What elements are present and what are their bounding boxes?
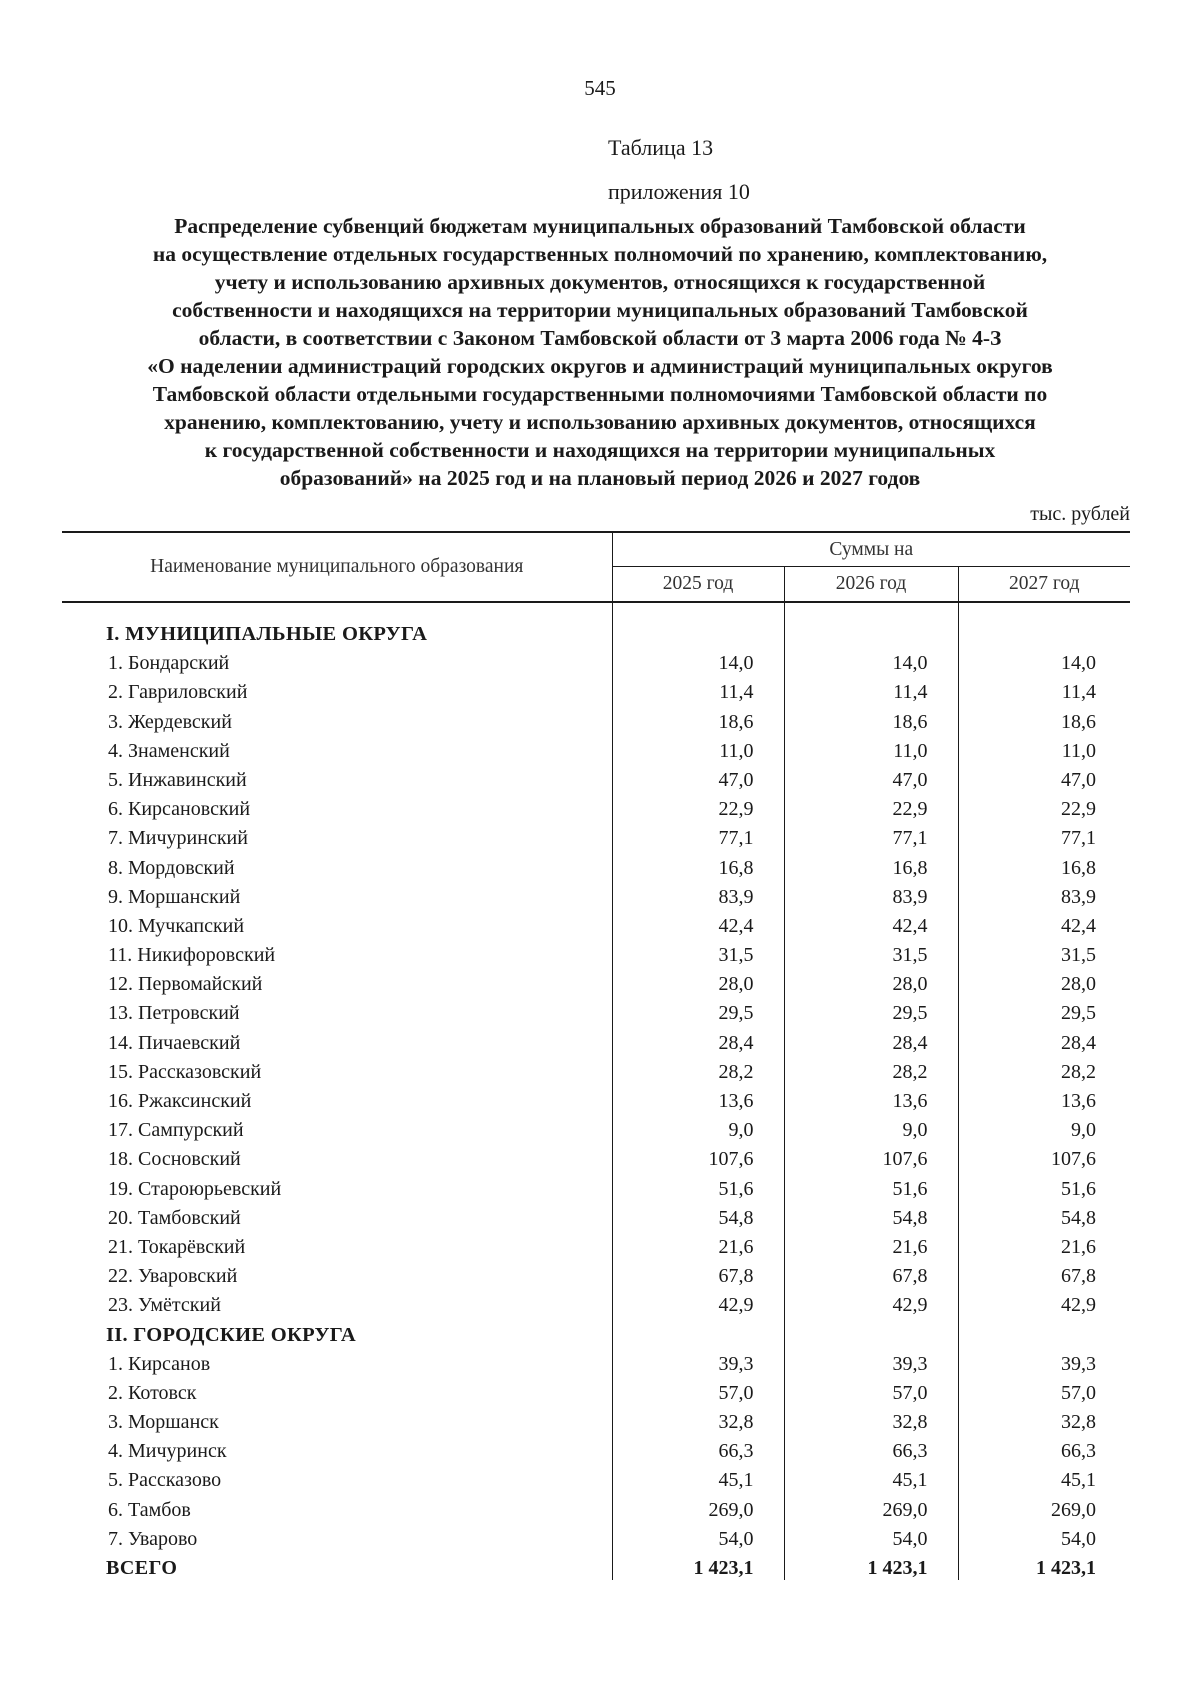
amount-2025: 11,4 bbox=[612, 675, 784, 704]
amount-2026 bbox=[784, 1317, 958, 1346]
municipality-name: 15. Рассказовский bbox=[62, 1055, 612, 1084]
municipality-name: 23. Умётский bbox=[62, 1288, 612, 1317]
amount-2026: 83,9 bbox=[784, 880, 958, 909]
municipality-name: 6. Тамбов bbox=[62, 1492, 612, 1521]
amount-2027: 107,6 bbox=[1051, 1148, 1097, 1171]
municipality-name: 7. Уварово bbox=[62, 1522, 612, 1551]
header-sums: Суммы на bbox=[829, 538, 914, 560]
heading-line: на осуществление отдельных государственных полномочий по хранению, комплектованию, bbox=[152, 242, 1048, 266]
municipality-name: 18. Сосновский bbox=[62, 1142, 612, 1171]
amount-2027: 9,0 bbox=[1071, 1119, 1097, 1142]
amount-2026: 66,3 bbox=[784, 1434, 958, 1463]
heading-line: «О наделении администраций городских округов и администраций муниципальных округов bbox=[147, 354, 1053, 378]
amount-2027: 31,5 bbox=[1061, 944, 1097, 967]
municipality-name: 4. Мичуринск bbox=[62, 1434, 612, 1463]
amount-2025 bbox=[612, 602, 784, 646]
municipality-name: 9. Моршанский bbox=[62, 880, 612, 909]
amount-2027: 13,6 bbox=[1061, 1090, 1097, 1112]
municipality-name: 14. Пичаевский bbox=[62, 1025, 612, 1054]
amount-2025: 31,5 bbox=[612, 938, 784, 967]
heading-line: хранению, комплектованию, учету и использованию архивных документов, относящихся bbox=[164, 410, 1036, 434]
amount-2026: 31,5 bbox=[784, 938, 958, 967]
heading-line: учету и использованию архивных документов, относящихся к государственной bbox=[214, 270, 986, 294]
page-number: 545 bbox=[584, 76, 616, 100]
municipality-name: 16. Ржаксинский bbox=[62, 1084, 612, 1113]
municipality-name: ВСЕГО bbox=[62, 1551, 612, 1580]
municipality-name: 3. Жердевский bbox=[62, 704, 612, 733]
amount-2026: 107,6 bbox=[784, 1142, 958, 1171]
amount-2027: 1 423,1 bbox=[1036, 1557, 1097, 1579]
table-row bbox=[62, 1522, 1130, 1551]
amount-2025: 107,6 bbox=[612, 1142, 784, 1171]
municipality-name: 17. Сампурский bbox=[62, 1113, 612, 1142]
heading-line: Тамбовской области отдельными государственными полномочиями Тамбовской области по bbox=[152, 382, 1048, 406]
amount-2025: 29,5 bbox=[612, 996, 784, 1025]
amount-2027: 42,4 bbox=[1061, 914, 1097, 937]
amount-2026: 9,0 bbox=[784, 1113, 958, 1142]
total-row bbox=[62, 1551, 1130, 1580]
table-row bbox=[62, 734, 1130, 763]
municipality-name: 10. Мучкапский bbox=[62, 909, 612, 938]
table-row bbox=[62, 909, 1130, 938]
amount-2025: 14,0 bbox=[612, 646, 784, 675]
amount-2025: 67,8 bbox=[612, 1259, 784, 1288]
municipality-name: 21. Токарёвский bbox=[62, 1230, 612, 1259]
amount-2025: 22,9 bbox=[612, 792, 784, 821]
table-row bbox=[62, 1084, 1130, 1113]
amount-2027: 42,9 bbox=[1061, 1294, 1097, 1317]
table-row bbox=[62, 1492, 1130, 1521]
header-year-2026: 2026 год bbox=[784, 567, 958, 603]
amount-2027: 54,8 bbox=[1061, 1206, 1097, 1229]
amount-2025: 18,6 bbox=[612, 704, 784, 733]
table-row bbox=[62, 821, 1130, 850]
table-body bbox=[62, 602, 1130, 1580]
amount-2025: 11,0 bbox=[612, 734, 784, 763]
amount-2025: 83,9 bbox=[612, 880, 784, 909]
amount-2027: 11,0 bbox=[1061, 739, 1097, 762]
amount-2027: 14,0 bbox=[1061, 652, 1097, 675]
amount-2027: 16,8 bbox=[1061, 856, 1097, 879]
heading-line: образований» на 2025 год и на плановый период 2026 и 2027 годов bbox=[279, 466, 921, 490]
amount-2026: 269,0 bbox=[784, 1492, 958, 1521]
amount-2025: 28,4 bbox=[612, 1025, 784, 1054]
amount-2025: 9,0 bbox=[612, 1113, 784, 1142]
amount-2026: 11,0 bbox=[784, 734, 958, 763]
amount-2027 bbox=[958, 1317, 1130, 1346]
header-year-2025: 2025 год bbox=[612, 567, 784, 603]
amount-2027: 28,4 bbox=[1061, 1031, 1097, 1054]
heading-line: Распределение субвенций бюджетам муниципальных образований Тамбовской области bbox=[174, 214, 1026, 238]
amount-2026: 28,2 bbox=[784, 1055, 958, 1084]
municipality-name: 4. Знаменский bbox=[62, 734, 612, 763]
amount-2026: 57,0 bbox=[784, 1376, 958, 1405]
amount-2027: 47,0 bbox=[1061, 768, 1097, 791]
amount-2027: 28,0 bbox=[1061, 973, 1097, 996]
amount-2027: 32,8 bbox=[1061, 1411, 1097, 1434]
amount-2026: 54,8 bbox=[784, 1201, 958, 1230]
amount-2026: 13,6 bbox=[784, 1084, 958, 1113]
municipality-name: 3. Моршанск bbox=[62, 1405, 612, 1434]
table-row bbox=[62, 1434, 1130, 1463]
section-row bbox=[62, 602, 1130, 646]
table-row bbox=[62, 675, 1130, 704]
table-number: Таблица 13 bbox=[608, 135, 714, 160]
amount-2026: 77,1 bbox=[784, 821, 958, 850]
amount-2025: 47,0 bbox=[612, 763, 784, 792]
amount-2025: 66,3 bbox=[612, 1434, 784, 1463]
section-title: I. МУНИЦИПАЛЬНЫЕ ОКРУГА bbox=[62, 602, 612, 646]
amount-2026: 18,6 bbox=[784, 704, 958, 733]
header-name: Наименование муниципального образования bbox=[62, 533, 612, 602]
amount-2027: 269,0 bbox=[1051, 1498, 1097, 1521]
table-row bbox=[62, 1405, 1130, 1434]
table-row bbox=[62, 704, 1130, 733]
amount-2025: 28,2 bbox=[612, 1055, 784, 1084]
amount-2025: 54,0 bbox=[612, 1522, 784, 1551]
table-row bbox=[62, 967, 1130, 996]
amount-2027: 67,8 bbox=[1061, 1265, 1097, 1288]
amount-2026: 14,0 bbox=[784, 646, 958, 675]
amount-2025: 42,9 bbox=[612, 1288, 784, 1317]
municipality-name: 19. Староюрьевский bbox=[62, 1171, 612, 1200]
header-year-2027: 2027 год bbox=[958, 567, 1130, 603]
amount-2027: 83,9 bbox=[1061, 885, 1097, 908]
amount-2027: 21,6 bbox=[1061, 1235, 1097, 1258]
municipality-name: 11. Никифоровский bbox=[62, 938, 612, 967]
amount-2026: 42,9 bbox=[784, 1288, 958, 1317]
amount-2027: 66,3 bbox=[1061, 1440, 1097, 1463]
amount-2026: 16,8 bbox=[784, 850, 958, 879]
amount-2027: 11,4 bbox=[1061, 681, 1097, 704]
municipality-name: 5. Рассказово bbox=[62, 1463, 612, 1492]
municipality-name: 2. Гавриловский bbox=[62, 675, 612, 704]
amount-2025: 16,8 bbox=[612, 850, 784, 879]
amount-2026: 22,9 bbox=[784, 792, 958, 821]
amount-2025 bbox=[612, 1317, 784, 1346]
heading-line: области, в соответствии с Законом Тамбовской области от 3 марта 2006 года № 4-З bbox=[198, 326, 1002, 350]
municipality-name: 13. Петровский bbox=[62, 996, 612, 1025]
amount-2026: 39,3 bbox=[784, 1347, 958, 1376]
municipality-name: 6. Кирсановский bbox=[62, 792, 612, 821]
municipality-name: 8. Мордовский bbox=[62, 850, 612, 879]
table-row bbox=[62, 1142, 1130, 1171]
amount-2025: 45,1 bbox=[612, 1463, 784, 1492]
amount-2025: 1 423,1 bbox=[612, 1551, 784, 1580]
amount-2027: 39,3 bbox=[1061, 1352, 1097, 1375]
table-row bbox=[62, 1171, 1130, 1200]
amount-2025: 51,6 bbox=[612, 1171, 784, 1200]
municipality-name: 12. Первомайский bbox=[62, 967, 612, 996]
amount-2026: 51,6 bbox=[784, 1171, 958, 1200]
amount-2027: 77,1 bbox=[1061, 827, 1097, 850]
amount-2026: 32,8 bbox=[784, 1405, 958, 1434]
amount-2027: 57,0 bbox=[1061, 1381, 1097, 1404]
amount-2025: 32,8 bbox=[612, 1405, 784, 1434]
amount-2026: 47,0 bbox=[784, 763, 958, 792]
amount-2025: 39,3 bbox=[612, 1347, 784, 1376]
table-row bbox=[62, 1463, 1130, 1492]
municipality-name: 1. Кирсанов bbox=[62, 1347, 612, 1376]
table-row bbox=[62, 1201, 1130, 1230]
table-row bbox=[62, 1259, 1130, 1288]
amount-2025: 77,1 bbox=[612, 821, 784, 850]
table-row bbox=[62, 792, 1130, 821]
amount-2026: 45,1 bbox=[784, 1463, 958, 1492]
amount-2027: 18,6 bbox=[1061, 710, 1097, 733]
amount-2026: 28,4 bbox=[784, 1025, 958, 1054]
table-row bbox=[62, 1288, 1130, 1317]
amount-2026 bbox=[784, 602, 958, 646]
amount-2026: 11,4 bbox=[784, 675, 958, 704]
amount-2025: 21,6 bbox=[612, 1230, 784, 1259]
municipality-name: 2. Котовск bbox=[62, 1376, 612, 1405]
document-heading bbox=[60, 212, 1140, 492]
heading-line: собственности и находящихся на территории муниципальных образований Тамбовской bbox=[172, 298, 1028, 322]
amount-2027: 45,1 bbox=[1061, 1469, 1097, 1492]
amount-2026: 29,5 bbox=[784, 996, 958, 1025]
amount-2027: 54,0 bbox=[1061, 1527, 1097, 1550]
amount-2027: 22,9 bbox=[1061, 798, 1097, 821]
table-row bbox=[62, 1113, 1130, 1142]
amount-2026: 21,6 bbox=[784, 1230, 958, 1259]
municipality-name: 20. Тамбовский bbox=[62, 1201, 612, 1230]
amount-2025: 54,8 bbox=[612, 1201, 784, 1230]
municipality-name: 22. Уваровский bbox=[62, 1259, 612, 1288]
table-row bbox=[62, 763, 1130, 792]
municipality-name: 5. Инжавинский bbox=[62, 763, 612, 792]
amount-2025: 57,0 bbox=[612, 1376, 784, 1405]
table-row bbox=[62, 938, 1130, 967]
municipality-name: 1. Бондарский bbox=[62, 646, 612, 675]
amount-2025: 42,4 bbox=[612, 909, 784, 938]
table-row bbox=[62, 646, 1130, 675]
section-row bbox=[62, 1317, 1130, 1346]
table-row bbox=[62, 996, 1130, 1025]
table-row bbox=[62, 1347, 1130, 1376]
municipality-name: 7. Мичуринский bbox=[62, 821, 612, 850]
table-row bbox=[62, 880, 1130, 909]
amount-2026: 54,0 bbox=[784, 1522, 958, 1551]
table-row bbox=[62, 1055, 1130, 1084]
table-row bbox=[62, 1025, 1130, 1054]
section-title: II. ГОРОДСКИЕ ОКРУГА bbox=[62, 1317, 612, 1346]
subvention-table bbox=[62, 531, 1130, 1580]
amount-2025: 28,0 bbox=[612, 967, 784, 996]
table-row bbox=[62, 850, 1130, 879]
unit-label: тыс. рублей bbox=[1030, 503, 1130, 525]
appendix-number: приложения 10 bbox=[608, 179, 750, 204]
amount-2026: 67,8 bbox=[784, 1259, 958, 1288]
amount-2027: 28,2 bbox=[1061, 1060, 1097, 1083]
amount-2026: 28,0 bbox=[784, 967, 958, 996]
heading-line: к государственной собственности и находящихся на территории муниципальных bbox=[204, 438, 996, 462]
amount-2026: 1 423,1 bbox=[784, 1551, 958, 1580]
table-row bbox=[62, 1230, 1130, 1259]
amount-2026: 42,4 bbox=[784, 909, 958, 938]
amount-2027: 51,6 bbox=[1061, 1177, 1097, 1200]
amount-2025: 269,0 bbox=[612, 1492, 784, 1521]
table-row bbox=[62, 1376, 1130, 1405]
amount-2027 bbox=[958, 602, 1130, 646]
amount-2025: 13,6 bbox=[612, 1084, 784, 1113]
amount-2027: 29,5 bbox=[1061, 1002, 1097, 1025]
